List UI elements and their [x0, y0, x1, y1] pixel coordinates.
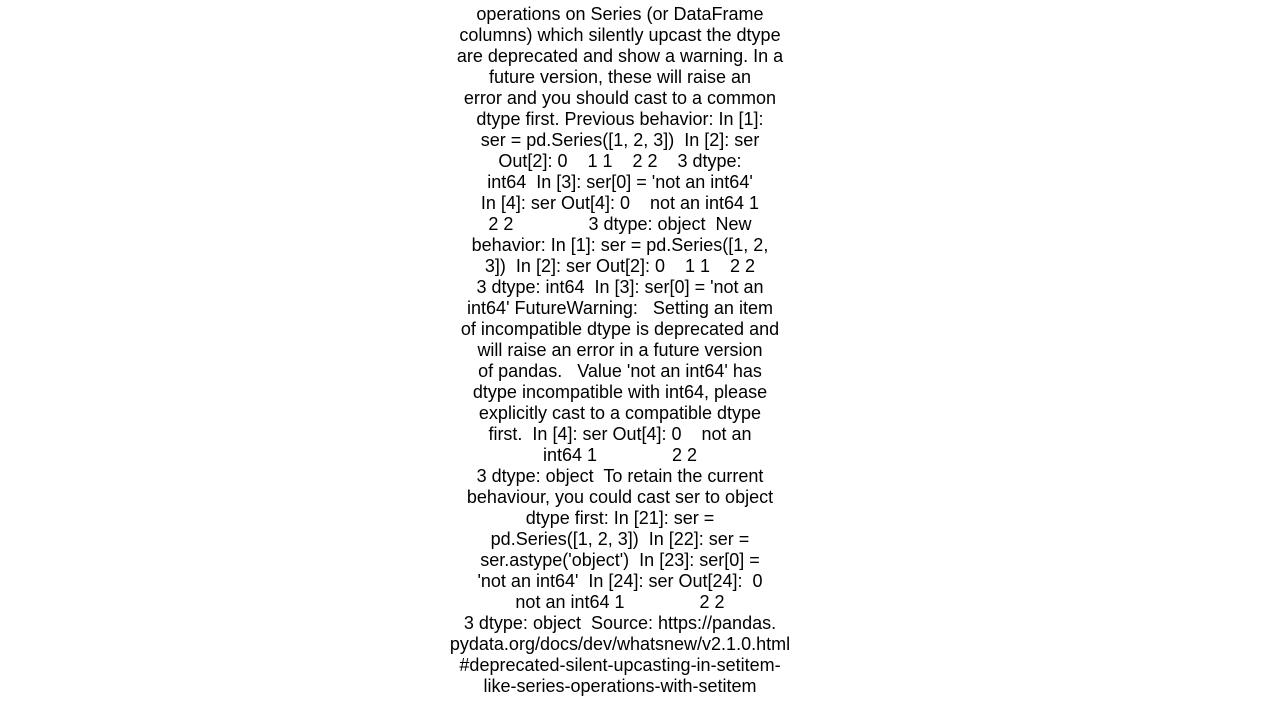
text-line: #deprecated-silent-upcasting-in-setitem- [459, 655, 781, 675]
text-line: Out[2]: 0 1 1 2 2 3 dtype: [498, 151, 742, 171]
text-line: In [4]: ser Out[4]: 0 not an int64 1 [480, 193, 760, 213]
text-line: 3 dtype: object To retain the current [476, 466, 764, 486]
text-line: pd.Series([1, 2, 3]) In [22]: ser = [490, 529, 750, 549]
text-line: int64' FutureWarning: Setting an item [467, 298, 773, 318]
text-line: ser.astype('object') In [23]: ser[0] = [480, 550, 760, 570]
text-line: int64 1 2 2 [542, 445, 698, 465]
text-line: operations on Series (or DataFrame [476, 4, 764, 24]
text-line: behavior: In [1]: ser = pd.Series([1, 2, [471, 235, 769, 255]
text-line: behaviour, you could cast ser to object [466, 487, 774, 507]
text-line: of incompatible dtype is deprecated and [460, 319, 780, 339]
text-line: like-series-operations-with-setitem [483, 676, 757, 696]
text-line: are deprecated and show a warning. In a [456, 46, 784, 66]
text-line: dtype incompatible with int64, please [472, 382, 768, 402]
text-line: int64 In [3]: ser[0] = 'not an int64' [487, 172, 753, 192]
text-column [440, 4, 800, 696]
text-line: dtype first: In [21]: ser = [525, 508, 715, 528]
text-line: 3]) In [2]: ser Out[2]: 0 1 1 2 2 [484, 256, 756, 276]
text-line: error and you should cast to a common [463, 88, 777, 108]
text-line: 3 dtype: object Source: https://pandas. [463, 613, 777, 633]
text-line: dtype first. Previous behavior: In [1]: [476, 109, 764, 129]
text-line: of pandas. Value 'not an int64' has [478, 361, 762, 381]
text-line: first. In [4]: ser Out[4]: 0 not an [488, 424, 752, 444]
text-line: pydata.org/docs/dev/whatsnew/v2.1.0.html [449, 634, 791, 654]
text-line: columns) which silently upcast the dtype [459, 25, 781, 45]
text-line: 3 dtype: int64 In [3]: ser[0] = 'not an [476, 277, 764, 297]
text-line: future version, these will raise an [488, 67, 752, 87]
text-line: ser = pd.Series([1, 2, 3]) In [2]: ser [480, 130, 760, 150]
text-line: not an int64 1 2 2 [515, 592, 725, 612]
text-line: explicitly cast to a compatible dtype [478, 403, 762, 423]
text-line: will raise an error in a future version [477, 340, 763, 360]
text-line: 2 2 3 dtype: object New [488, 214, 752, 234]
text-line: 'not an int64' In [24]: ser Out[24]: 0 [477, 571, 763, 591]
